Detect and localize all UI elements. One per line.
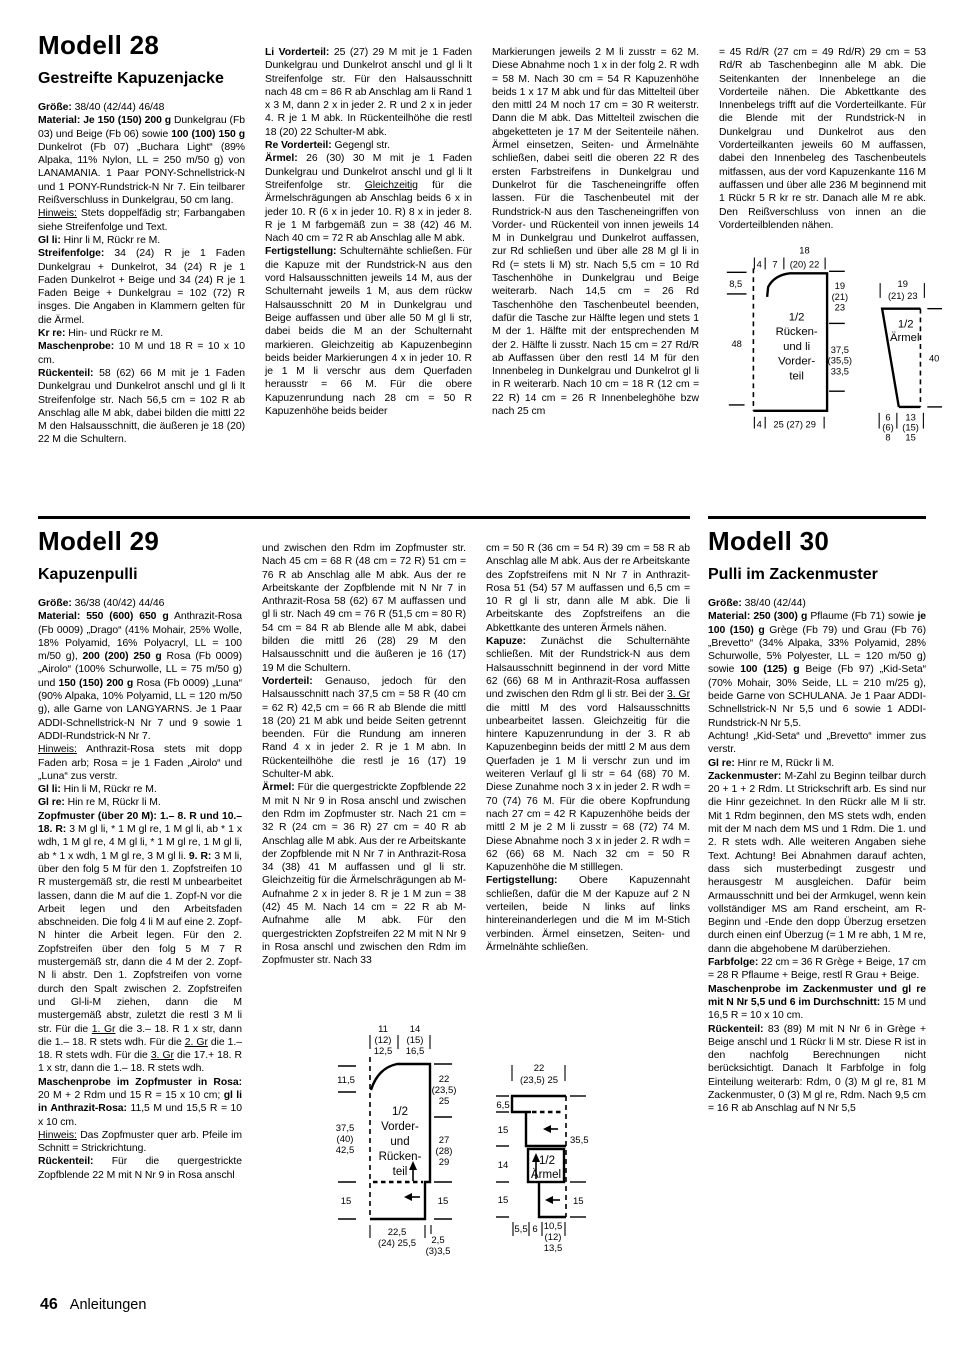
measurement: 22,5	[387, 1227, 407, 1238]
schematic-m28-sleeve	[879, 279, 942, 442]
measurement: 23	[834, 302, 846, 313]
m29-col2-text	[262, 542, 466, 968]
m28-column-1	[38, 30, 245, 514]
piece-label: Vorder-	[778, 355, 816, 368]
measurement: (23,5)	[431, 1085, 457, 1096]
paragraph: Hinweis: Anthrazit-Rosa stets mit dopp Faden arb; Rosa = je 1 Faden „Airolo“ und „Luna“ zus verstr.	[38, 744, 242, 782]
m29-col1-text	[38, 597, 242, 1182]
measurement: 19	[834, 281, 846, 292]
footer-label: Anleitungen	[69, 1297, 147, 1313]
piece-label: 1/2	[539, 1155, 555, 1167]
paragraph: Gl li: Hin li M, Rückr re M.	[38, 784, 157, 796]
paragraph: Re Vorderteil: Gegengl str.	[265, 140, 390, 152]
measurement: 4	[756, 259, 762, 270]
paragraph: Rückenteil: 58 (62) 66 M mit je 1 Faden Dunkelgrau und Dunkelrot anschl und gl li lt Streifenfolge str. Nach 56,5 cm = 102 R ab Anschlag alle M abk, dabei bilden die mittl 22 M den Halsausschnitt, die äußeren je 18 (20) 22 M die Schultern.	[38, 367, 245, 446]
paragraph: Größe: 38/40 (42/44)	[708, 598, 806, 609]
paragraph: Markierungen jeweils 2 M li zusstr = 62 M. Diese Abnahme noch 1 x in der folg 2. R wdh = 58 M. Nach 30 cm = 54 R Kapuzenhöhe beids 1 x 17 M abk und für das Mittelteil über den mittl 24 M noch 17 cm = 30 R weiterstr. Dann die M abk. Das Mittelteil zwischen die abgeketteten je 17 M der Seitenteile nähen. Ärmel einsetzen, Seiten- und Ärmelnähte schließen, dabei seitl die oberen 22 R des ersten Farbstreifens in Dunkelgrau und Dunkelrot für die Tascheneingriffe offen lassen. Für die Taschenbeutel mit der Rundstrick-N aus den Tascheneingriffen von Vorder- und Rückenteil von innen jeweils 14 M in Dunkelgrau und Dunkelrot auffassen, zur Rd schließen und über alle 28 M gl li in Rd (= stets li M) str. Nach 5,5 cm = 10 Rd Taschenhöhe in Dunkelgrau und Beige weiterarb. Nach 14,5 cm = 26 Rd Taschenhöhe den Taschenbeutel beenden, dafür die Tasche zur Hälfte legen und stets 1 M der 1. Hälfte mit der entsprechenden M der 2. Hälfte li zusstr. Nach 15 cm = 27 Rd/R ab Auffassen über den restl 14 M für den Innenbeleg in Dunkelgrau und Dunkelrot gl li in R weiterarb. Nach 10 cm = 18 R (12 cm = 22 R) 14 cm = 26 R Innenbeleghöhe bzw nach 25 cm	[492, 47, 699, 418]
schematic-m29-sleeve	[496, 1019, 641, 1259]
measurement: 14	[409, 1024, 421, 1035]
measurement: 40	[928, 353, 940, 364]
page-footer	[40, 1296, 146, 1314]
paragraph: Li Vorderteil: 25 (27) 29 M mit je 1 Faden Dunkelgrau und Dunkelrot anschl und gl li lt Streifenfolge str. Für den Halsausschnitt nach 48 cm = 86 R ab Anschlag am li Rand 1 x 3 M, dann 2 x in jeder 2. R und 2 x in jeder 4. R je 1 M abk. In Rückenteilhöhe die restl 18 (20) 22 Schulter-M abk.	[265, 47, 472, 138]
measurement: 42,5	[335, 1145, 355, 1156]
m29-col3-text	[486, 542, 690, 954]
measurement: 15	[905, 432, 916, 443]
paragraph: Kr re: Hin- und Rückr re M.	[38, 328, 164, 340]
measurement: (21)	[831, 291, 849, 302]
measurement: (15)	[902, 422, 919, 433]
measurement: 13	[905, 412, 916, 423]
schematic-m28-body	[727, 246, 852, 430]
measurement: 29	[438, 1157, 450, 1168]
measurement: 15	[573, 1196, 584, 1207]
measurement: 11	[378, 1024, 388, 1035]
piece-label: Rücken-	[775, 326, 818, 339]
measurement: 25	[438, 1096, 450, 1107]
m28-col4-text	[719, 46, 926, 232]
paragraph: Vorderteil: Genauso, jedoch für den Halsausschnitt nach 37,5 cm = 58 R (40 cm = 62 R) 42,5 cm = 66 R ab Blende die mittl 18 (20) 21 M abk und beide Seiten getrennt beenden. Für die Rundung am inneren Rand 4 x in jeder 2. R je 1 M abn. In Rückenteilhöhe die restl je 16 (17) 19 Schulter-M abk.	[262, 675, 466, 781]
measurement: (24) 25,5	[377, 1238, 417, 1249]
m28-col3-text	[492, 46, 699, 418]
paragraph: Material: 250 (300) g Pflaume (Fb 71) sowie je 100 (150) g Grège (Fb 79) und Grau (Fb 76) „Brevetto“ (34% Alpaka, 33% Polyamid, 28% Schurwolle, 5% Polyester, LL = 120 m/50 g) sowie 100 (125) g Beige (Fb 97) „Kid-Seta“ (70% Mohair, 30% Seide, LL = 210 m/25 g), beide Garne von SCHULANA. Je 1 Paar ADDI-Schnellstrick-N Nr 5,5 und 6 sowie 1 ADDI-Rundstrick-N Nr 5,5.	[708, 611, 927, 729]
m28-column-3	[492, 30, 699, 514]
measurement: 22	[438, 1074, 450, 1085]
measurement: 5,5	[514, 1224, 528, 1235]
measurement: 37,5	[335, 1123, 355, 1134]
measurement: (12)	[544, 1232, 562, 1243]
measurement: 7	[772, 259, 778, 270]
measurement: 15	[437, 1196, 449, 1207]
measurement: 16,5	[405, 1046, 425, 1057]
measurement: 37,5	[830, 345, 849, 356]
measurement: 22	[533, 1063, 545, 1074]
paragraph: Streifenfolge: 34 (24) R je 1 Faden Dunkelgrau + Dunkelrot, 34 (24) R je 1 Faden Dunkelrot + Beige und 34 (24) R je 1 Faden Beige + Dunkelgrau = 102 (72) R insges. Die Angaben in Klammern gelten für die Ärmel.	[38, 248, 245, 326]
paragraph: Kapuze: Zunächst die Schulternähte schließen. Mit der Rundstrick-N aus dem Halsausschnitt beginnend in der vord Mitte 62 (66) 68 M in Anthrazit-Rosa auffassen und zwischen den Rdm gl li str. Bei der 3. Gr die mittl M des vord Halsausschnitts unbearbeitet lassen. Gleichzeitig für die hintere Kapuzenrundung in der 3. R ab Kapuzenbeginn beids der mittl 2 M aus dem Querfaden je 1 M li verschr zun und im weiteren Verlauf gl li str = 64 (68) 70 M. Diese Zunahme noch 3 x in jeder 2. R wdh = 70 (74) 76 M. Für die obere Kopfrundung nach 27 cm = 42 R Kapuzenhöhe beids der mittl 2 M je 2 M li zusstr = 68 (72) 74 M. Diese Abnahme noch 3 x in jeder 2. R wdh = 62 (66) 68 M. Nach 32 cm = 50 R Kapuzenhöhe die M stilllegen.	[486, 636, 690, 874]
m28-column-2	[265, 30, 472, 514]
measurement: 6	[532, 1224, 538, 1235]
measurement: 12,5	[373, 1046, 393, 1057]
page-number: 46	[40, 1296, 58, 1313]
measurement: (40)	[336, 1134, 354, 1145]
m29-column-1	[38, 526, 242, 1332]
piece-label: teil	[392, 1166, 408, 1178]
piece-label: 1/2	[897, 318, 914, 331]
measurement: 48	[731, 339, 742, 350]
paragraph: Größe: 38/40 (42/44) 46/48	[38, 102, 165, 113]
piece-label: und	[390, 1136, 410, 1148]
measurement: 15	[497, 1195, 509, 1206]
paragraph: Ärmel: Für die quergestrickte Zopfblende 22 M mit N Nr 9 in Rosa anschl und zwischen den Rdm im Zopfmuster str. Nach 21 cm = 32 R (24 cm = 36 R) 27 cm = 40 R ab Anschlag alle M abk. Aus der re Arbeitskante der Zopfblende mit N Nr 7 in Anthrazit-Rosa 34 (38) 41 M auffassen und gl li str. Gleichzeitig für die Ärmelschrägungen ab M-Aufnahme 2 x in jeder 8. R je 1 M zun = 38 (42) 45 M. Nach 14 cm = 22 R ab M-Aufnahme alle M abk. Für den quergestrickten Zopfstreifen 22 M mit N Nr 9 in Rosa anschl und zwischen den Rdm im Zopfmuster str. Nach 33	[262, 782, 466, 967]
measurement: (15)	[406, 1035, 424, 1046]
model-30-title: Modell 30	[708, 526, 830, 556]
model-30-section	[708, 516, 926, 1332]
paragraph: Zopfmuster (über 20 M): 1.– 8. R und 10.– 18. R: 3 M gl li, * 1 M gl re, 1 M gl li, ab * 1 x wdh, 1 M gl re, 4 M gl li, * 1 M gl re, 1 M gl li, ab * 1 x wdh, 1 M gl re, 3 M gl li. 9. R: 3 M li, über den folg 5 M für den 1. Zopfstreifen 10 R mustergemäß str, die restl M unbearbeitet lassen, dann die M auf die 1. Zopf-N vor die Arbeit legen und den Arbeitsfaden abschneiden. Die folg 4 li M auf eine 2. Zopf-N hinter die Arbeit legen. Für den 2. Zopfstreifen über den folg 5 M 7 R mustergemäß str, dann die 4 M der 2. Zopf-N li abstr. Den 1. Zopfstreifen von vorne durch den Spalt zwischen 2. Zopfstreifen und Gl-li-M ziehen, dann die M mustergemäß abstr, zuletzt die restl 3 M li str. Für die 1. Gr die 3.– 18. R 1 x str, dann die 1.– 18. R stets wdh. Für die 2. Gr die 1.– 18. R stets wdh. Für die 3. Gr die 17.+ 18. R 1 x str, dann die 1.– 18. R stets wdh.	[38, 810, 242, 1075]
piece-label: Rücken-	[378, 1151, 422, 1163]
measurement: 15	[497, 1125, 509, 1136]
paragraph: = 45 Rd/R (27 cm = 49 Rd/R) 29 cm = 53 Rd/R ab Taschenbeginn alle M abk. Die Seitenkanten der Innenbelege an die Vorderteile nähen. Die Abkettkante des Innenbelegs trifft auf die Vorderteilkante. Für die Blende mit der Rundstrick-N in Dunkelgrau und Dunkelrot aus den Vorderteilkanten jeweils 60 M auffassen, dabei den Innenbeleg des Taschenbeutels mitfassen, aus der vord Kapuzenkante 116 M auffassen und über alle 236 M beginnend mit 1 Rückr 5 R kr re str. Danach alle M re abk. Den Reißverschluss von innen an die Vorderteilblenden nähen.	[719, 47, 926, 231]
paragraph: Fertigstellung: Obere Kapuzennaht schließen, dafür die M der Kapuze auf 2 N verteilen, beide N links auf links hintereinanderlegen und die M im M-Stich verbinden. Ärmel einsetzen, Seiten- und Ärmelnähte schließen.	[486, 875, 690, 953]
paragraph: Größe: 36/38 (40/42) 44/46	[38, 598, 165, 609]
m28-col2-text	[265, 46, 472, 418]
paragraph: Material: 550 (600) 650 g Anthrazit-Rosa (Fb 0009) „Drago“ (41% Mohair, 25% Wolle, 18% Polyamid, 16% Polyacryl, LL = 100 m/50 g), 200 (200) 250 g Rosa (Fb 0009) „Airolo“ (100% Schurwolle, LL = 75 m/50 g) und 150 (150) 200 g Rosa (Fb 0009) „Luna“ (90% Alpaka, 10% Polyamid, LL = 120 m/50 g), alle Garne von LANGYARNS. Je 1 Paar ADDI-Schnellstrick-N Nr 7 und 9 sowie 1 ADDI-Rundstrick-N Nr 7.	[38, 611, 242, 742]
measurement: (28)	[435, 1146, 453, 1157]
model-28-section	[38, 30, 940, 514]
paragraph: Gl li: Hinr li M, Rückr re M.	[38, 234, 161, 246]
paragraph: Rückenteil: Für die quergestrickte Zopfblende 22 M mit N Nr 9 in Rosa anschl	[38, 1156, 242, 1181]
model-28-title: Modell 28	[38, 30, 160, 60]
measurement: (35,5)	[827, 355, 853, 366]
measurement: (21) 23	[887, 290, 918, 301]
model-29-title: Modell 29	[38, 526, 160, 556]
paragraph: Zackenmuster: M-Zahl zu Beginn teilbar durch 20 + 1 + 2 Rdm. Lt Strickschrift arb. Es sind nur die Hinr gezeichnet. In den Rückr alle M li str. Mit 1 Rdm beginnen, den MS stets wdh, enden mit der M nach dem MS und 1 Rdm. Die 1. und 2. R stets wdh. Alle weiteren Angaben siehe Text. Achtung! Bei Abnahmen darauf achten, dass sich musterbedingt zusgestr und herausgestr M ausgleichen. Dafür beim Armausschnitt und bei der Armkugel, wenn kein vollständiger MS am Rand erscheint, am R-Beginn und -Ende den dopp Überzug ersetzen durch einen einf Überzug (= 1 M re abh, 1 M re, dann die abgehobene M darüberziehen.	[708, 770, 926, 955]
measurement: (12)	[374, 1035, 392, 1046]
piece-label: 1/2	[392, 1106, 408, 1118]
paragraph: Gl re: Hinr re M, Rückr li M.	[708, 757, 835, 769]
paragraph: Hinweis: Das Zopfmuster quer arb. Pfeile im Schnitt = Strickrichtung.	[38, 1129, 242, 1155]
measurement: 4	[756, 419, 762, 430]
measurement: 35,5	[570, 1135, 589, 1146]
piece-label: Ärmel	[530, 1169, 562, 1181]
paragraph: Material: Je 150 (150) 200 g Dunkelgrau (Fb 03) und Beige (Fb 06) sowie 100 (100) 150 g Dunkelrot (Fb 07) „Buchara Light“ (89% Alpaka, 11% Nylon, LL = 250 m/50 g) von LANAMANIA. 1 Paar PONY-Schnellstrick-N und 1 PONY-Rundstrick-N Nr 7. Ein teilbarer Reißverschluss in Dunkelgrau, 50 cm lang.	[38, 115, 245, 207]
paragraph: Ärmel: 26 (30) 30 M mit je 1 Faden Dunkelgrau und Dunkelrot anschl und gl li lt Streifenfolge str. Gleichzeitig für die Ärmelschrägungen ab Anschlag beids 6 x in jeder 10. R (6 x in jeder 10. R) 8 x in jeder 8. R je 1 M farbgemäß zun = 38 (42) 46 M. Nach 40 cm = 72 R ab Anschlag alle M abk.	[265, 153, 472, 245]
model-29-subtitle: Kapuzenpulli	[38, 566, 138, 583]
model-28-subtitle: Gestreifte Kapuzenjacke	[38, 70, 224, 87]
measurement: 13,5	[543, 1243, 563, 1254]
m28-col1-text	[38, 101, 245, 447]
piece-label: und li	[783, 341, 811, 354]
measurement: 15	[340, 1196, 352, 1207]
measurement: (20) 22	[789, 259, 820, 270]
piece-label: 1/2	[788, 311, 805, 324]
measurement: 10,5	[543, 1221, 563, 1232]
paragraph: Fertigstellung: Schulternähte schließen. Für die Kapuze mit der Rundstrick-N aus den vord Halsausschnitten jeweils 14 M, aus der Schulternaht jeweils 1 M, aus dem rückw Halsausschnitt 20 M in Dunkelgrau und Beige auffassen und über alle 50 M gl li str, dabei beids die M an der Schulternaht markieren. Gleichzeitig ab Kapuzenbeginn beids beider Markierungen 4 x in jeder 10. R je 1 M li verschr aus dem Querfaden herausstr = 66 M. Für die obere Kapuzenrundung nach 28 cm = 50 R Kapuzenhöhe beids beider	[265, 246, 472, 418]
piece-label: Ärmel	[889, 332, 920, 345]
measurement: 19	[897, 279, 908, 290]
measurement: (23,5) 25	[519, 1075, 559, 1086]
measurement: 25 (27) 29	[773, 419, 816, 430]
measurement: 2,5	[431, 1235, 445, 1246]
model-30-subtitle: Pulli im Zackenmuster	[708, 566, 878, 583]
m28-column-4	[719, 30, 940, 514]
paragraph: Maschenprobe im Zackenmuster und gl re mit N Nr 5,5 und 6 im Durchschnitt: 15 M und 16,5 R = 10 x 10 cm.	[708, 983, 926, 1022]
piece-label: teil	[789, 370, 804, 383]
paragraph: Gl re: Hin re M, Rückr li M.	[38, 797, 161, 809]
paragraph: und zwischen den Rdm im Zopfmuster str. Nach 45 cm = 68 R (48 cm = 72 R) 51 cm = 76 R ab Anschlag alle M abk. Aus der re Arbeitskante der Zopfblende mit N Nr 7 in Anthrazit-Rosa 58 (62) 67 M auffassen und gl li str. Nach 49 cm = 76 R (51,5 cm = 80 R) 54 cm = 84 R ab Blende alle M abk, dabei bilden die mittl 26 (28) 29 M den Halsausschnitt und die äußeren je 16 (17) 19 M die Schultern.	[262, 543, 466, 674]
measurement: 27	[438, 1135, 450, 1146]
paragraph: Maschenprobe: 10 M und 18 R = 10 x 10 cm.	[38, 341, 245, 366]
piece-label: Vorder-	[381, 1121, 419, 1133]
measurement: 8	[885, 432, 891, 443]
paragraph: Achtung! „Kid-Seta“ und „Brevetto“ immer zus verstr.	[708, 730, 926, 756]
paragraph: cm = 50 R (36 cm = 54 R) 39 cm = 58 R ab Anschlag alle M abk. Aus der re Arbeitskante des Zopfstreifens mit N Nr 7 in Anthrazit-Rosa 51 (54) 57 M auffassen und 6,5 cm = 10 R gl li str, dann alle M abk. Die li Arbeitskante des Zopfstreifens an die Abkettkante des unteren Ärmels nähen.	[486, 543, 690, 634]
paragraph: Farbfolge: 22 cm = 36 R Grège + Beige, 17 cm = 28 R Pflaume + Beige, restl R Grau + Beige.	[708, 957, 926, 982]
paragraph: Hinweis: Stets doppelfädig str; Farbangaben siehe Streifenfolge und Text.	[38, 208, 245, 233]
paragraph: Maschenprobe im Zopfmuster in Rosa: 20 M + 2 Rdm und 15 R = 15 x 10 cm; gl li in Anthrazit-Rosa: 11,5 M und 15,5 R = 10 x 10 cm.	[38, 1076, 243, 1128]
measurement: 18	[799, 245, 810, 256]
measurement: 8,5	[729, 279, 743, 290]
paragraph: Rückenteil: 83 (89) M mit N Nr 6 in Grège + Beige anschl und 1 Rückr li M str. Diese R ist in den nachfolg Berechnungen nicht berücksichtigt. Danach lt Farbfolge in folg Einteilung weiterarb: Rdm, 0 (3) M gl re, 81 M Zackenmuster, 0 (3) M gl re, Rdm. Nach 9,5 cm = 16 R ab Anschlag auf N Nr 5,5	[708, 1023, 926, 1115]
measurement: 11,5	[337, 1075, 355, 1086]
measurement: (3)3,5	[425, 1246, 451, 1257]
measurement: (6)	[882, 422, 894, 433]
model-29-section	[38, 516, 690, 1332]
m28-schematics	[719, 240, 945, 452]
measurement: 33,5	[830, 366, 849, 377]
measurement: 6,5	[496, 1100, 510, 1111]
m30-col-text	[708, 597, 926, 1116]
measurement: 14	[497, 1160, 509, 1171]
measurement: 6	[885, 412, 891, 423]
